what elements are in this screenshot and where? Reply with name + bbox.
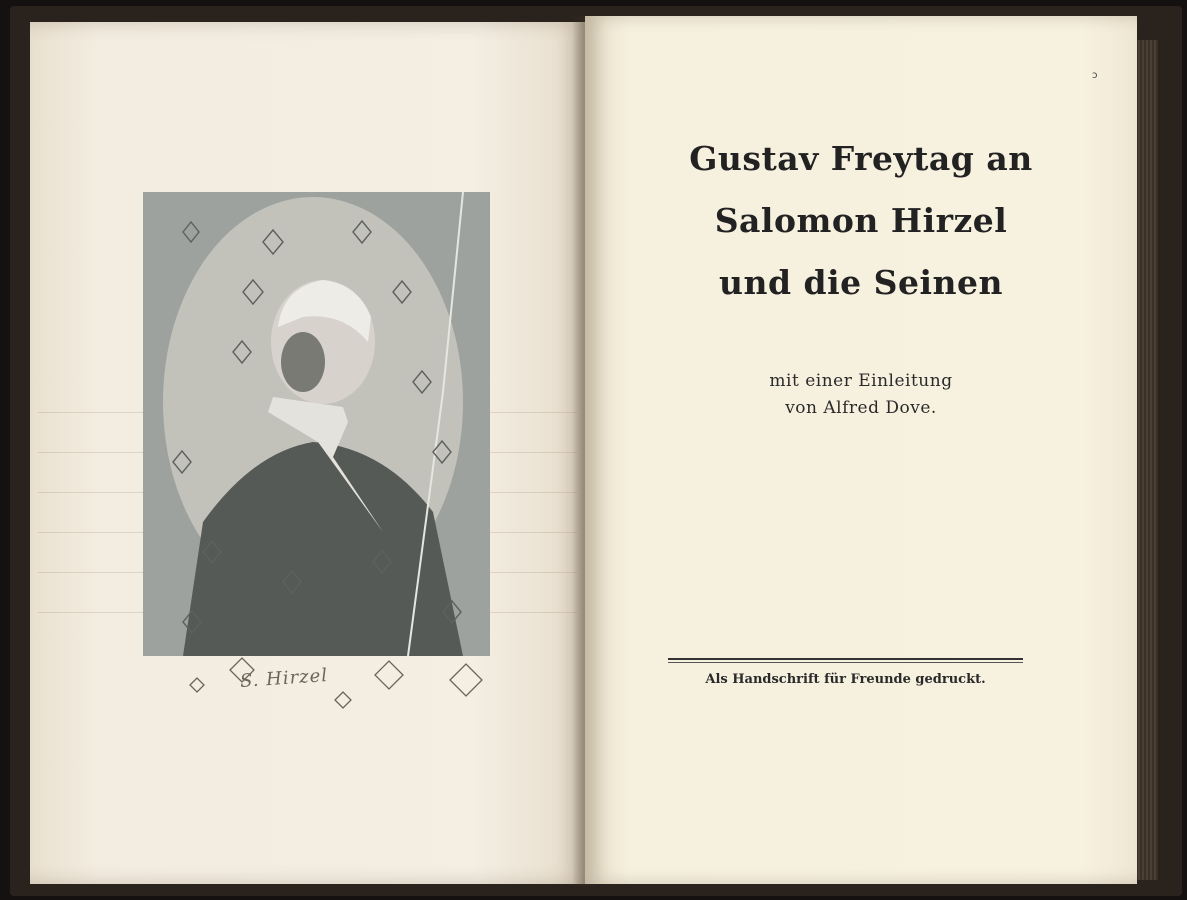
imprint-rule-thin (668, 662, 1023, 663)
title-line-3: und die Seinen (719, 263, 1003, 302)
book-title (585, 128, 1137, 314)
subtitle-line-1: mit einer Einleitung (769, 371, 953, 391)
page-edges (1136, 40, 1158, 880)
imprint-text: Als Handschrift für Freunde gedruckt. (705, 672, 986, 687)
title-line-1: Gustav Freytag an (689, 139, 1033, 178)
page-mark: ɔ (1092, 70, 1098, 81)
ivy-ornament (150, 650, 510, 720)
portrait-image (143, 192, 490, 656)
book-subtitle (585, 368, 1137, 422)
subtitle-line-2: von Alfred Dove. (785, 398, 937, 418)
imprint-rule (668, 658, 1023, 660)
title-line-2: Salomon Hirzel (714, 201, 1008, 240)
portrait-signature: S. Hirzel (239, 664, 329, 693)
frontispiece-portrait (143, 192, 490, 656)
